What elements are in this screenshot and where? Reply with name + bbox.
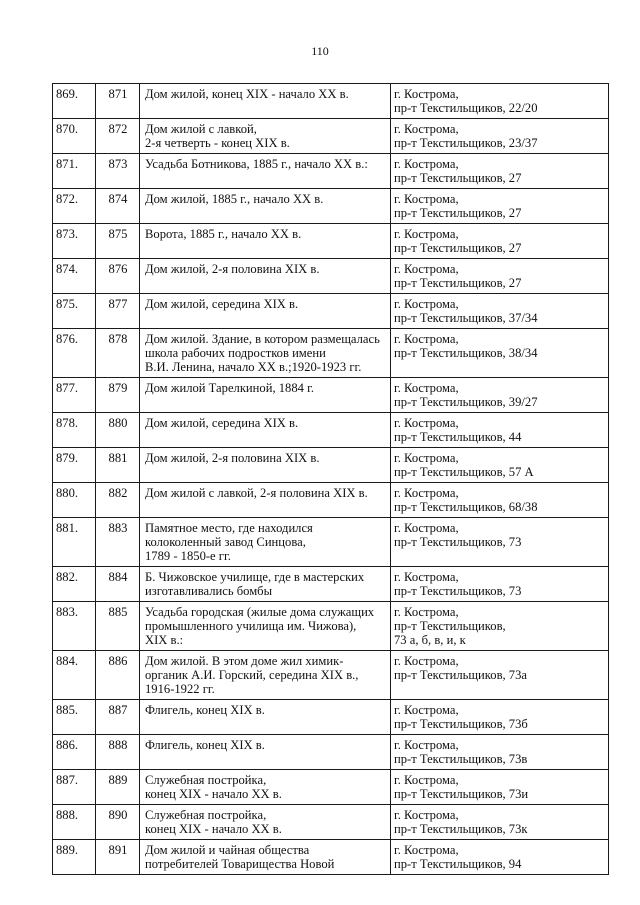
- object-name: Флигель, конец XIX в.: [140, 700, 391, 735]
- object-id: 871: [96, 84, 140, 119]
- object-id: 885: [96, 602, 140, 651]
- object-name: Ворота, 1885 г., начало XX в.: [140, 224, 391, 259]
- table-row: [53, 651, 609, 700]
- row-number: 880.: [53, 483, 96, 518]
- object-address: г. Кострома, пр-т Текстильщиков, 37/34: [391, 294, 609, 329]
- table-row: [53, 567, 609, 602]
- row-number: 872.: [53, 189, 96, 224]
- object-id: 879: [96, 378, 140, 413]
- table-row: [53, 378, 609, 413]
- table-row: [53, 840, 609, 875]
- object-id: 875: [96, 224, 140, 259]
- table-row: [53, 119, 609, 154]
- object-id: 886: [96, 651, 140, 700]
- object-id: 890: [96, 805, 140, 840]
- object-address: г. Кострома, пр-т Текстильщиков, 73в: [391, 735, 609, 770]
- object-address: г. Кострома, пр-т Текстильщиков, 27: [391, 154, 609, 189]
- object-name: Дом жилой, конец XIX - начало XX в.: [140, 84, 391, 119]
- table-row: [53, 294, 609, 329]
- object-name: Дом жилой и чайная общества потребителей Товарищества Новой: [140, 840, 391, 875]
- table-row: [53, 735, 609, 770]
- object-address: г. Кострома, пр-т Текстильщиков, 73: [391, 518, 609, 567]
- row-number: 889.: [53, 840, 96, 875]
- object-address: г. Кострома, пр-т Текстильщиков, 38/34: [391, 329, 609, 378]
- row-number: 873.: [53, 224, 96, 259]
- table-row: [53, 700, 609, 735]
- object-name: Дом жилой с лавкой, 2-я половина XIX в.: [140, 483, 391, 518]
- row-number: 882.: [53, 567, 96, 602]
- table-row: [53, 84, 609, 119]
- object-address: г. Кострома, пр-т Текстильщиков, 27: [391, 189, 609, 224]
- object-id: 877: [96, 294, 140, 329]
- row-number: 876.: [53, 329, 96, 378]
- row-number: 886.: [53, 735, 96, 770]
- object-name: Флигель, конец XIX в.: [140, 735, 391, 770]
- object-address: г. Кострома, пр-т Текстильщиков, 27: [391, 224, 609, 259]
- object-id: 883: [96, 518, 140, 567]
- object-address: г. Кострома, пр-т Текстильщиков, 27: [391, 259, 609, 294]
- object-name: Служебная постройка, конец XIX - начало XX в.: [140, 805, 391, 840]
- row-number: 884.: [53, 651, 96, 700]
- object-address: г. Кострома, пр-т Текстильщиков, 39/27: [391, 378, 609, 413]
- object-id: 891: [96, 840, 140, 875]
- object-name: Памятное место, где находился колоколенный завод Синцова, 1789 - 1850-е гг.: [140, 518, 391, 567]
- row-number: 874.: [53, 259, 96, 294]
- object-name: Усадьба Ботникова, 1885 г., начало XX в.:: [140, 154, 391, 189]
- table-row: [53, 189, 609, 224]
- object-id: 887: [96, 700, 140, 735]
- object-id: 876: [96, 259, 140, 294]
- object-name: Дом жилой с лавкой, 2-я четверть - конец XIX в.: [140, 119, 391, 154]
- object-name: Дом жилой. Здание, в котором размещалась школа рабочих подростков имени В.И. Ленина, начало XX в.;1920-1923 гг.: [140, 329, 391, 378]
- object-name: Усадьба городская (жилые дома служащих промышленного училища им. Чижова), XIX в.:: [140, 602, 391, 651]
- object-name: Дом жилой. В этом доме жил химик- органик А.И. Горский, середина XIX в., 1916-1922 гг.: [140, 651, 391, 700]
- object-id: 888: [96, 735, 140, 770]
- object-name: Дом жилой, 1885 г., начало XX в.: [140, 189, 391, 224]
- heritage-register-table: [52, 83, 609, 875]
- row-number: 887.: [53, 770, 96, 805]
- object-address: г. Кострома, пр-т Текстильщиков, 73: [391, 567, 609, 602]
- row-number: 879.: [53, 448, 96, 483]
- table-row: [53, 259, 609, 294]
- table-row: [53, 805, 609, 840]
- object-name: Служебная постройка, конец XIX - начало XX в.: [140, 770, 391, 805]
- object-name: Дом жилой, 2-я половина XIX в.: [140, 448, 391, 483]
- row-number: 875.: [53, 294, 96, 329]
- row-number: 869.: [53, 84, 96, 119]
- table-row: [53, 448, 609, 483]
- object-address: г. Кострома, пр-т Текстильщиков, 44: [391, 413, 609, 448]
- object-id: 889: [96, 770, 140, 805]
- object-address: г. Кострома, пр-т Текстильщиков, 22/20: [391, 84, 609, 119]
- table-row: [53, 154, 609, 189]
- table-row: [53, 413, 609, 448]
- table-row: [53, 224, 609, 259]
- object-name: Дом жилой Тарелкиной, 1884 г.: [140, 378, 391, 413]
- object-address: г. Кострома, пр-т Текстильщиков, 73а: [391, 651, 609, 700]
- object-id: 872: [96, 119, 140, 154]
- row-number: 888.: [53, 805, 96, 840]
- row-number: 878.: [53, 413, 96, 448]
- row-number: 885.: [53, 700, 96, 735]
- object-name: Дом жилой, 2-я половина XIX в.: [140, 259, 391, 294]
- object-name: Б. Чижовское училище, где в мастерских изготавливались бомбы: [140, 567, 391, 602]
- table-body: [53, 84, 609, 875]
- object-id: 880: [96, 413, 140, 448]
- object-id: 878: [96, 329, 140, 378]
- table-row: [53, 770, 609, 805]
- object-address: г. Кострома, пр-т Текстильщиков, 57 А: [391, 448, 609, 483]
- table-row: [53, 329, 609, 378]
- object-address: г. Кострома, пр-т Текстильщиков, 73б: [391, 700, 609, 735]
- object-name: Дом жилой, середина XIX в.: [140, 294, 391, 329]
- object-address: г. Кострома, пр-т Текстильщиков, 23/37: [391, 119, 609, 154]
- object-address: г. Кострома, пр-т Текстильщиков, 73 а, б, в, и, к: [391, 602, 609, 651]
- object-address: г. Кострома, пр-т Текстильщиков, 73и: [391, 770, 609, 805]
- row-number: 871.: [53, 154, 96, 189]
- object-id: 874: [96, 189, 140, 224]
- object-id: 881: [96, 448, 140, 483]
- row-number: 883.: [53, 602, 96, 651]
- row-number: 877.: [53, 378, 96, 413]
- object-id: 882: [96, 483, 140, 518]
- row-number: 881.: [53, 518, 96, 567]
- object-address: г. Кострома, пр-т Текстильщиков, 94: [391, 840, 609, 875]
- table-row: [53, 518, 609, 567]
- object-id: 873: [96, 154, 140, 189]
- table-row: [53, 602, 609, 651]
- row-number: 870.: [53, 119, 96, 154]
- object-address: г. Кострома, пр-т Текстильщиков, 68/38: [391, 483, 609, 518]
- page-number: 110: [311, 44, 329, 58]
- object-name: Дом жилой, середина XIX в.: [140, 413, 391, 448]
- table-row: [53, 483, 609, 518]
- object-address: г. Кострома, пр-т Текстильщиков, 73к: [391, 805, 609, 840]
- object-id: 884: [96, 567, 140, 602]
